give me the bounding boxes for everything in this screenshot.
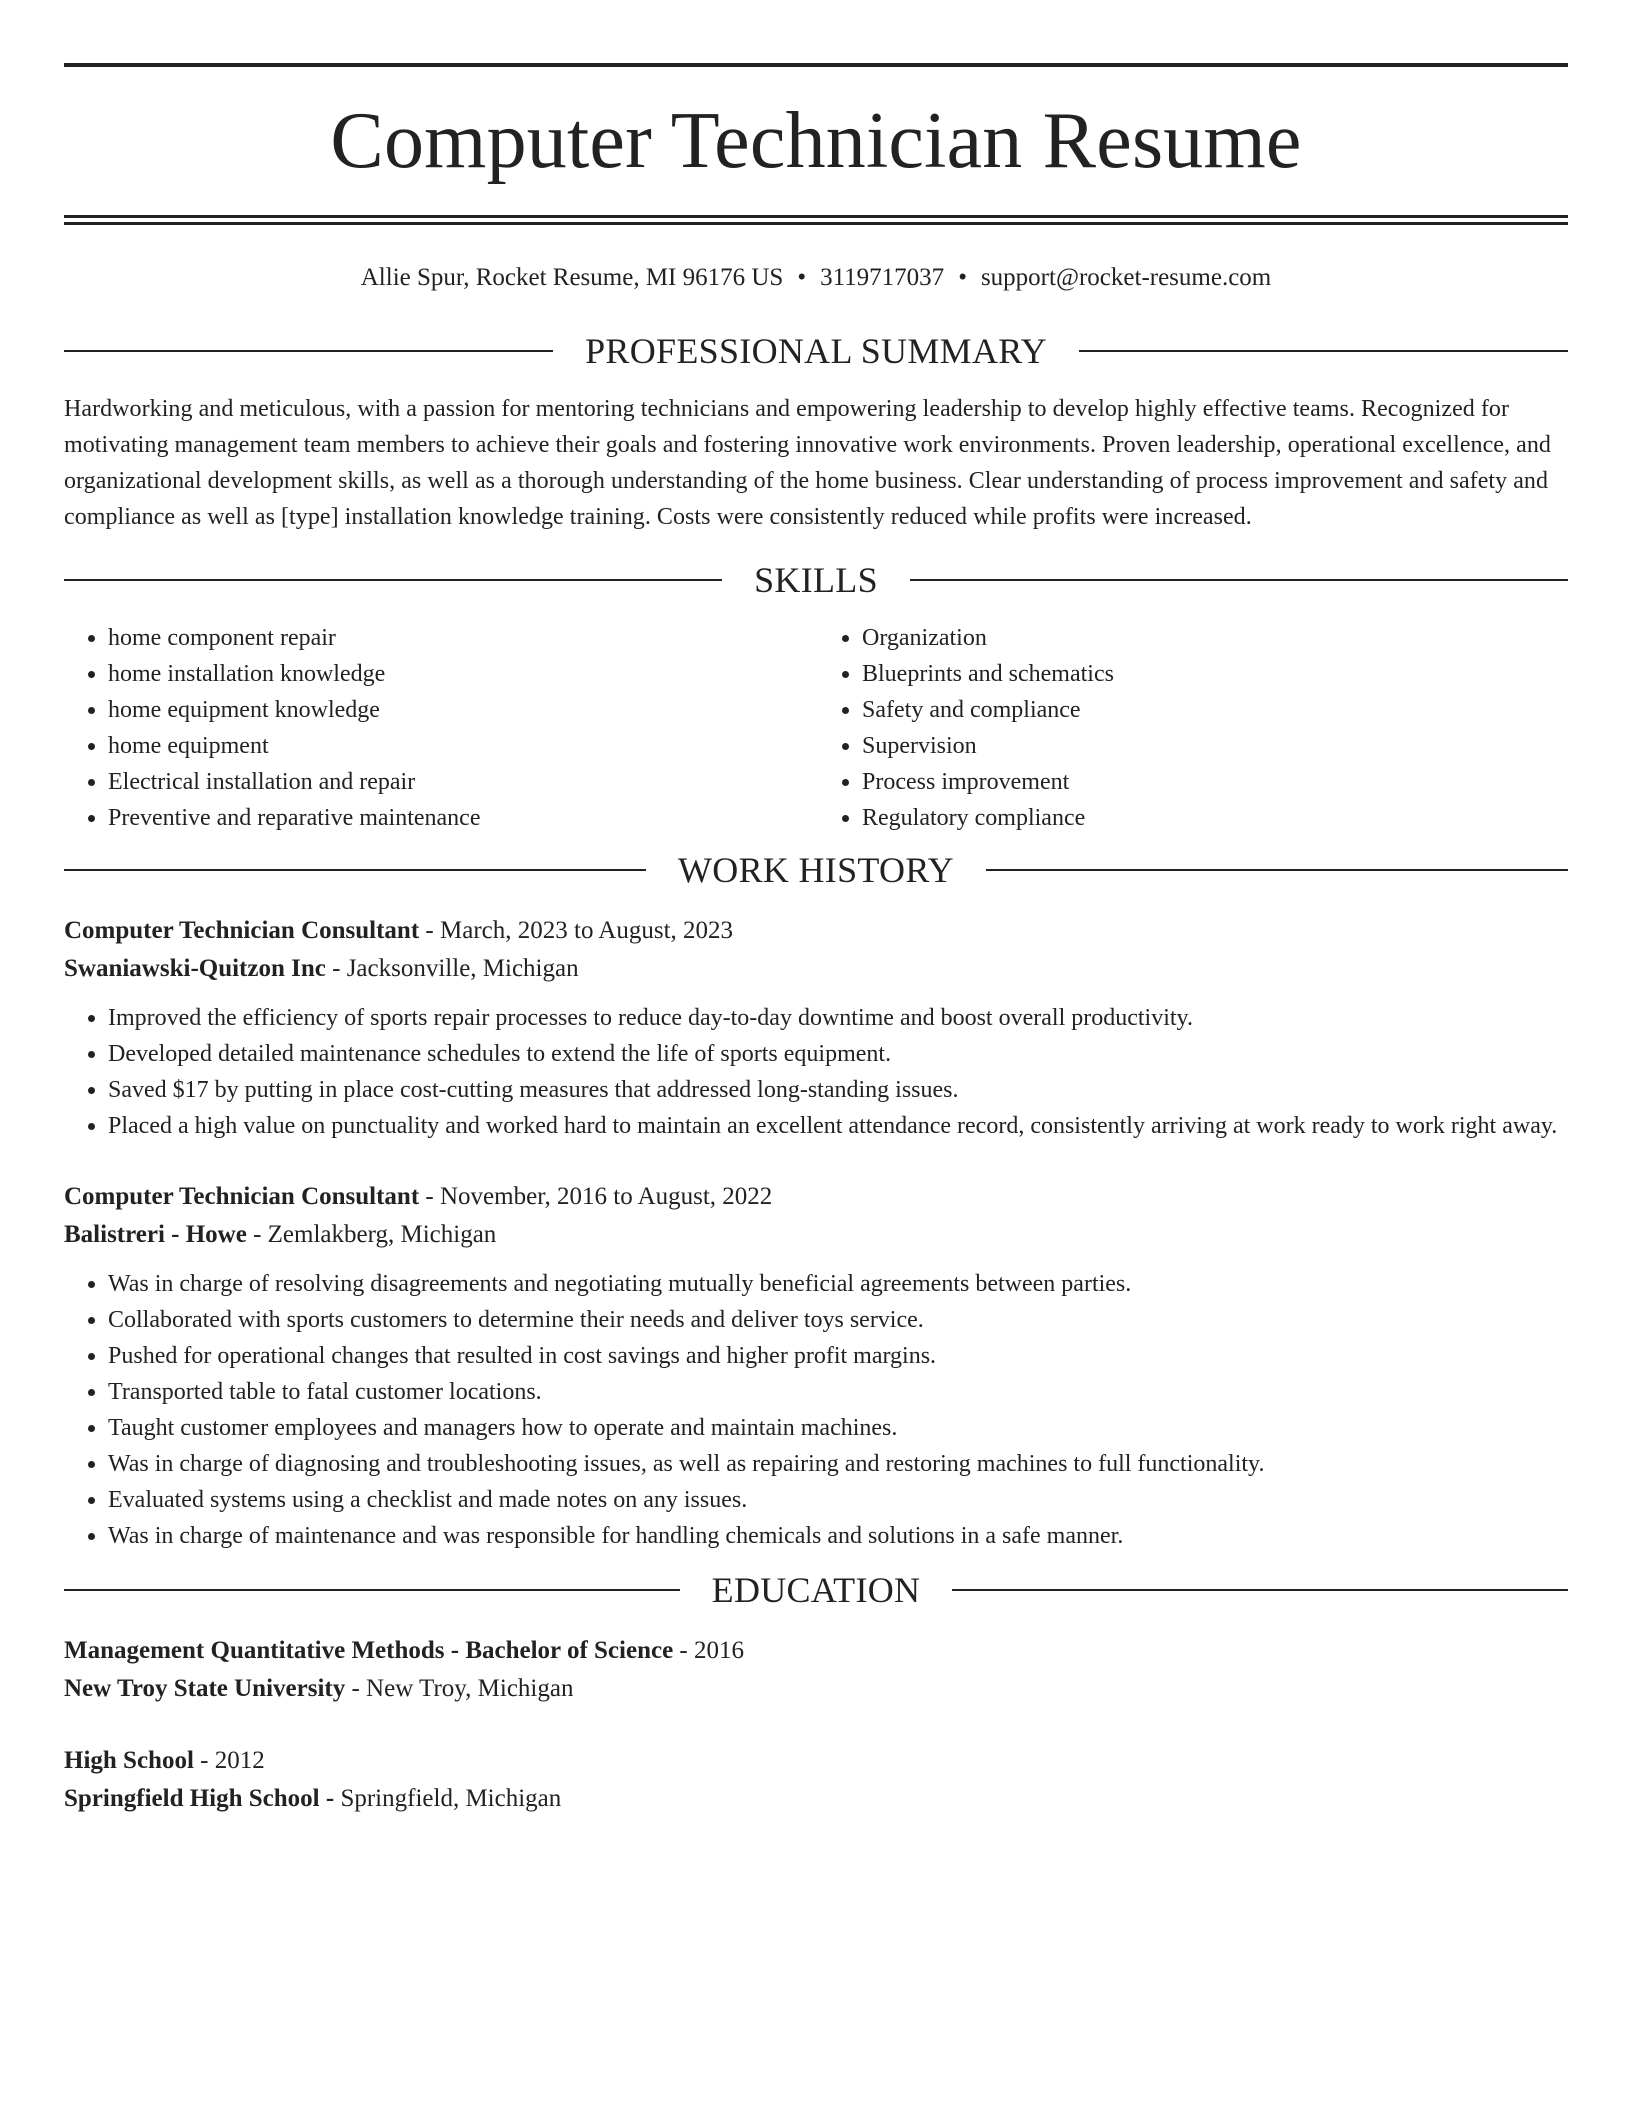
section-heading-work bbox=[64, 848, 1568, 892]
section-heading-label: SKILLS bbox=[754, 560, 878, 600]
section-heading-label: PROFESSIONAL SUMMARY bbox=[585, 331, 1047, 371]
job-entry bbox=[64, 912, 1568, 1144]
education-school-line bbox=[64, 1670, 1568, 1708]
job-location: - Zemlakberg, Michigan bbox=[246, 1221, 497, 1248]
skill-item: • Process improvement bbox=[862, 764, 1568, 800]
contact-phone: 3119717037 bbox=[820, 264, 945, 291]
heading-rule-left bbox=[64, 1589, 680, 1591]
job-title: Computer Technician Consultant bbox=[64, 1183, 420, 1210]
contact-separator: • bbox=[797, 264, 807, 291]
skill-item: • Electrical installation and repair bbox=[108, 764, 814, 800]
job-title-line bbox=[64, 912, 1568, 950]
education-entry bbox=[64, 1742, 1568, 1818]
job-entry bbox=[64, 1178, 1568, 1554]
top-rule bbox=[64, 63, 1568, 67]
contact-email: support@rocket-resume.com bbox=[980, 264, 1272, 291]
heading-rule-left bbox=[64, 869, 646, 871]
section-heading-skills bbox=[64, 558, 1568, 602]
contact-address: Allie Spur, Rocket Resume, MI 96176 US bbox=[360, 264, 784, 291]
job-bullets bbox=[64, 1266, 1568, 1554]
skills-column-right bbox=[814, 620, 1568, 836]
skill-item: • home component repair bbox=[108, 620, 814, 656]
section-heading-label: WORK HISTORY bbox=[678, 850, 954, 890]
contact-separator: • bbox=[958, 264, 967, 291]
heading-rule-right bbox=[910, 579, 1568, 581]
heading-rule-left bbox=[64, 579, 722, 581]
job-bullet: • Improved the efficiency of sports repair processes to reduce day-to-day downtime and boost overall productivity. bbox=[108, 1000, 1568, 1036]
job-bullet: • Transported table to fatal customer locations. bbox=[108, 1374, 1568, 1410]
education-location: - New Troy, Michigan bbox=[345, 1675, 574, 1702]
job-bullet: • Developed detailed maintenance schedules to extend the life of sports equipment. bbox=[108, 1036, 1568, 1072]
job-title: Computer Technician Consultant bbox=[64, 917, 420, 944]
job-bullet: • Was in charge of resolving disagreements and negotiating mutually beneficial agreements between parties. bbox=[108, 1266, 1568, 1302]
job-bullet: • Collaborated with sports customers to determine their needs and deliver toys service. bbox=[108, 1302, 1568, 1338]
heading-rule-right bbox=[986, 869, 1568, 871]
title-double-rule bbox=[64, 215, 1568, 218]
education-year: - 2012 bbox=[193, 1747, 265, 1774]
education-degree-line bbox=[64, 1632, 1568, 1670]
summary-paragraph: Hardworking and meticulous, with a passion for mentoring technicians and empowering leadership to develop highly effective teams. Recognized for motivating management team members to achieve their goals and fostering innovative work environments. Proven leadership, operational excellence, and organizational development skills, as well as a thorough understanding of the home business. Clear understanding of process improvement and safety and compliance as well as [type] installation knowledge training. Costs were consistently reduced while profits were increased. bbox=[64, 396, 1551, 530]
skill-item: • Organization bbox=[862, 620, 1568, 656]
skill-item: • home installation knowledge bbox=[108, 656, 814, 692]
education-year: - 2016 bbox=[673, 1637, 744, 1664]
job-bullet: • Placed a high value on punctuality and worked hard to maintain an excellent attendance record, consistently arriving at work ready to work right away. bbox=[108, 1108, 1568, 1144]
skill-item: • Regulatory compliance bbox=[862, 800, 1568, 836]
job-bullet: • Evaluated systems using a checklist and made notes on any issues. bbox=[108, 1482, 1568, 1518]
section-heading-education bbox=[64, 1568, 1568, 1612]
job-location: - Jacksonville, Michigan bbox=[325, 955, 579, 982]
job-bullet: • Saved $17 by putting in place cost-cutting measures that addressed long-standing issues. bbox=[108, 1072, 1568, 1108]
job-company-line bbox=[64, 1216, 1568, 1254]
page-title: Computer Technician Resume bbox=[330, 97, 1302, 185]
job-company: Balistreri - Howe bbox=[64, 1221, 247, 1248]
skill-item: • Safety and compliance bbox=[862, 692, 1568, 728]
education-school: New Troy State University bbox=[64, 1675, 346, 1702]
job-dates: - November, 2016 to August, 2022 bbox=[419, 1183, 773, 1210]
education-location: Springfield, Michigan bbox=[334, 1785, 562, 1812]
skill-item: • Blueprints and schematics bbox=[862, 656, 1568, 692]
skill-item: • home equipment bbox=[108, 728, 814, 764]
job-title-line bbox=[64, 1178, 1568, 1216]
skills-column-left bbox=[64, 620, 814, 836]
job-company: Swaniawski-Quitzon Inc bbox=[64, 955, 326, 982]
education-degree-line bbox=[64, 1742, 1568, 1780]
section-heading-summary bbox=[64, 329, 1568, 373]
skills-list bbox=[64, 620, 1568, 836]
section-heading-label: EDUCATION bbox=[711, 1570, 921, 1610]
education-degree: Management Quantitative Methods - Bachelor of Science bbox=[64, 1637, 674, 1664]
job-bullet: • Was in charge of diagnosing and troubleshooting issues, as well as repairing and restoring machines to full functionality. bbox=[108, 1446, 1568, 1482]
heading-rule-right bbox=[952, 1589, 1568, 1591]
job-bullet: • Was in charge of maintenance and was responsible for handling chemicals and solutions in a safe manner. bbox=[108, 1518, 1568, 1554]
job-bullet: • Taught customer employees and managers how to operate and maintain machines. bbox=[108, 1410, 1568, 1446]
job-dates: - March, 2023 to August, 2023 bbox=[419, 917, 734, 944]
education-degree: High School bbox=[64, 1747, 194, 1774]
heading-rule-left bbox=[64, 350, 553, 352]
job-bullets bbox=[64, 1000, 1568, 1144]
skill-item: • Supervision bbox=[862, 728, 1568, 764]
skill-item: • home equipment knowledge bbox=[108, 692, 814, 728]
job-bullet: • Pushed for operational changes that resulted in cost savings and higher profit margins. bbox=[108, 1338, 1568, 1374]
education-entry bbox=[64, 1632, 1568, 1708]
education-school-line bbox=[64, 1780, 1568, 1818]
contact-line bbox=[64, 262, 1568, 294]
job-company-line bbox=[64, 950, 1568, 988]
skill-item: • Preventive and reparative maintenance bbox=[108, 800, 814, 836]
education-school: Springfield High School - bbox=[64, 1785, 335, 1812]
heading-rule-right bbox=[1079, 350, 1568, 352]
